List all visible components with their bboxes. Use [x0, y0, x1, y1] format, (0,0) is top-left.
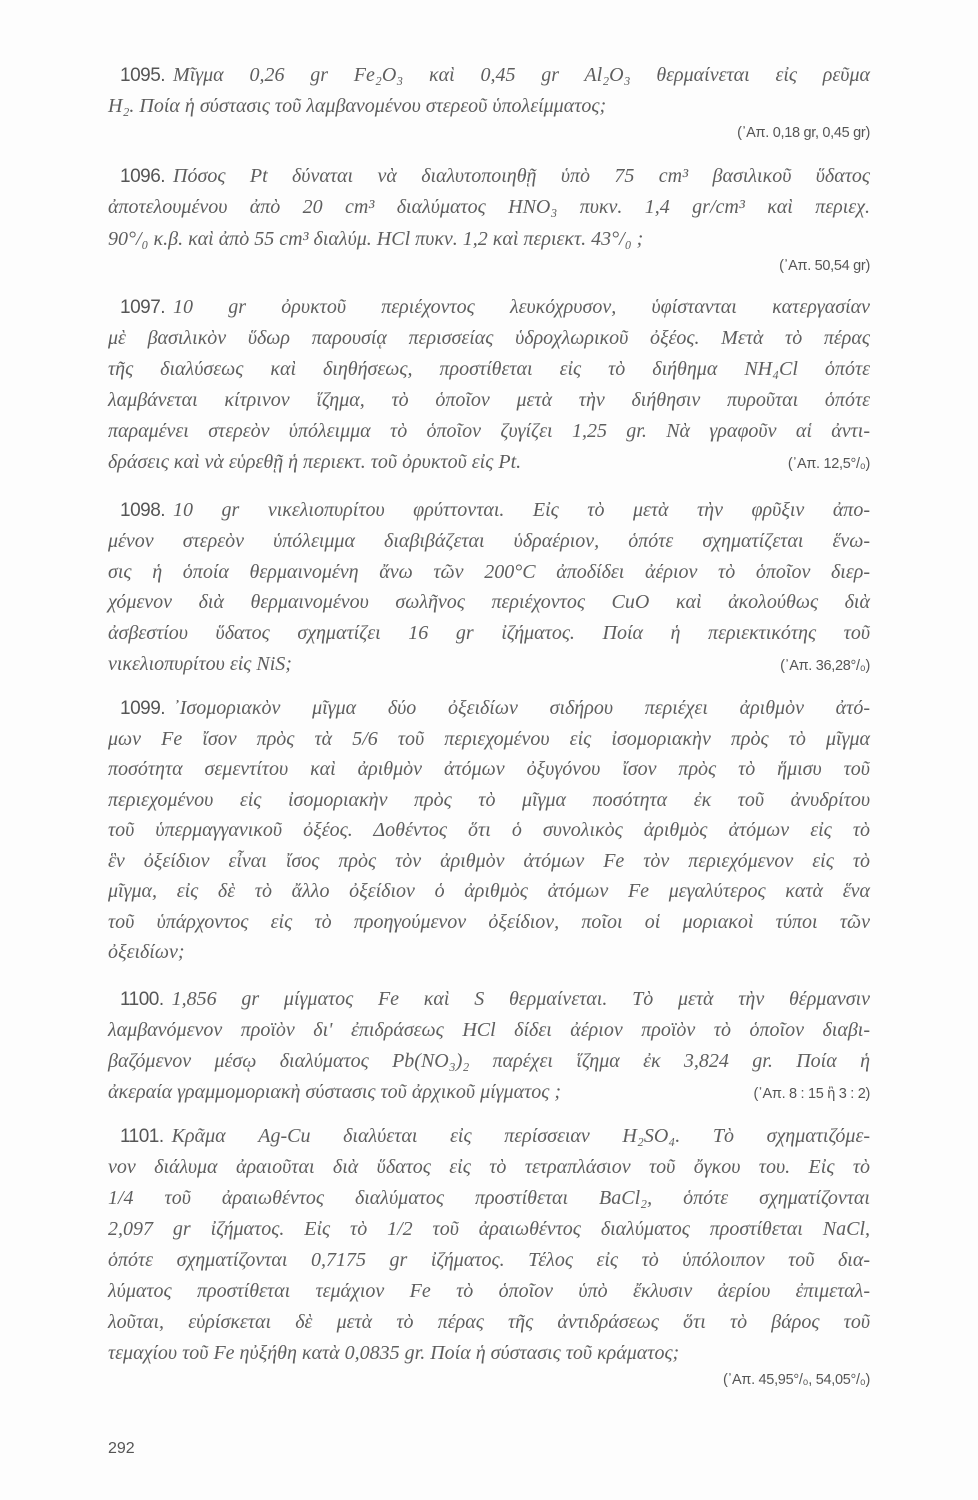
problem-number: 1095.	[120, 65, 166, 86]
answer: (᾿Απ. 12,5°/₀)	[787, 456, 870, 472]
problem-text: 2,097 gr ἰζήματος. Εἰς τὸ 1/2 τοῦ ἀραιωθέντος διαλύματος προστίθεται NaCl,	[108, 1218, 870, 1240]
problem-text: ποσότητα σεμεντίτου καὶ ἀριθμὸν ἀτόμων ὀξυγόνου ἴσον πρὸς τὸ ἥμισυ τοῦ	[108, 758, 870, 780]
problem-line	[108, 385, 870, 415]
problem-text: ὀξειδίων;	[108, 941, 185, 963]
problem-number: 1098.	[120, 500, 166, 521]
problem-line	[108, 416, 870, 446]
problem-line	[108, 1338, 870, 1368]
problem-text: 10 gr νικελιοπυρίτου φρύττονται. Εἰς τὸ μετὰ τὴν φρῦξιν ἀπο-	[173, 499, 870, 521]
problem-line	[108, 1183, 870, 1213]
problem-text: τοῦ ὑπάρχοντος εἰς τὸ προηγούμενον ὀξείδιον, ποῖοι οἱ μοριακοὶ τύποι τῶν	[108, 910, 870, 933]
problem-line	[108, 526, 870, 556]
problem-line	[108, 1245, 870, 1275]
problem-line	[108, 1046, 870, 1076]
problem-line	[120, 161, 870, 191]
problem-text: λαμβανόμενον προϊὸν δι' ἐπιδράσεως HCl δίδει ἀέριον προϊὸν τὸ ὁποῖον διαβι-	[108, 1019, 870, 1041]
answer: (᾿Απ. 0,18 gr, 0,45 gr)	[737, 125, 870, 141]
page-number: 292	[108, 1440, 135, 1457]
problem-text: ἓν ὀξείδιον εἶναι ἴσος πρὸς τὸν ἀριθμὸν ἀτόμων Fe τὸν περιεχόμενον εἰς τὸ	[108, 849, 870, 872]
problem-text: βαζόμενον μέσῳ διαλύματος Pb(NO₃)₂ παρέχει ἵζημα ἐκ 3,824 gr. Ποία ἡ	[108, 1050, 870, 1072]
problem-line	[120, 292, 870, 322]
problem-number: 1101.	[120, 1126, 164, 1147]
problem-line	[108, 1015, 870, 1045]
problem-text: ἀκεραία γραμμομοριακὴ σύστασις τοῦ ἀρχικοῦ μίγματος ;	[108, 1081, 562, 1103]
problem-line	[108, 907, 870, 937]
problem-text: σις ἡ ὁποία θερμαινομένη ἄνω τῶν 200°C ἀποδίδει ἀέριον τὸ ὁποῖον διερ-	[108, 560, 870, 583]
problem-text: Πόσος Pt δύναται νὰ διαλυτοποιηθῇ ὑπὸ 75 cm³ βασιλικοῦ ὕδατος	[173, 165, 870, 187]
problem-line	[108, 846, 870, 876]
answer: (᾿Απ. 8 : 15 ἢ 3 : 2)	[753, 1086, 870, 1102]
problem-line	[108, 557, 870, 587]
problem-text: τεμαχίου τοῦ Fe ηὐξήθη κατὰ 0,0835 gr. Ποία ἡ σύστασις τοῦ κράματος;	[108, 1342, 680, 1364]
problem-text: λαμβάνεται κίτρινον ἵζημα, τὸ ὁποῖον μετὰ τὴν διήθησιν πυροῦται ὁπότε	[108, 389, 870, 411]
problem-text: 1,856 gr μίγματος Fe καὶ S θερμαίνεται. Τὸ μετὰ τὴν θέρμανσιν	[171, 988, 870, 1010]
problem-text: μένον στερεὸν ὑπόλειμμα διαβιβάζεται ὑδραέριον, ὁπότε σχηματίζεται ἕνω-	[108, 529, 870, 552]
problem-line	[108, 323, 870, 353]
problem-text: περιεχομένου εἰς ἰσομοριακὴν πρὸς τὸ μῖγμα ποσότητα ἐκ τοῦ ἀνυδρίτου	[108, 788, 870, 811]
problem-line	[108, 447, 870, 477]
problem-number: 1099.	[120, 698, 166, 719]
problem-line	[108, 724, 870, 754]
problem-text: νον διάλυμα ἀραιοῦται διὰ ὕδατος εἰς τὸ τετραπλάσιον τοῦ ὄγκου του. Εἰς τὸ	[108, 1156, 870, 1178]
answer: (᾿Απ. 45,95°/₀, 54,05°/₀)	[722, 1372, 870, 1388]
problem-text: λύματος προστίθεται τεμάχιον Fe τὸ ὁποῖον ὑπὸ ἔκλυσιν ἀερίου ἐπιμεταλ-	[108, 1280, 870, 1302]
answer: (᾿Απ. 36,28°/₀)	[780, 658, 870, 674]
problem-line	[108, 1307, 870, 1337]
problem-line	[108, 754, 870, 784]
problem-line	[120, 984, 870, 1014]
problem-text: τῆς διαλύσεως καὶ διηθήσεως, προστίθεται εἰς τὸ διήθημα NH₄Cl ὁπότε	[108, 358, 870, 380]
problem-text: δράσεις καὶ νὰ εὑρεθῇ ἡ περιεκτ. τοῦ ὀρυκτοῦ εἰς Pt.	[108, 451, 522, 473]
problem-line	[108, 1152, 870, 1182]
problem-text: 10 gr ὀρυκτοῦ περιέχοντος λευκόχρυσον, ὑφίστανται κατεργασίαν	[173, 296, 870, 318]
problem-text: μων Fe ἴσον πρὸς τὰ 5/6 τοῦ περιεχομένου εἰς ἰσομοριακὴν πρὸς τὸ μῖγμα	[108, 727, 870, 750]
problem-line	[120, 693, 870, 723]
problem-line	[108, 618, 870, 648]
problem-text: νικελιοπυρίτου εἰς NiS;	[108, 653, 292, 675]
problem-text: χόμενον διὰ θερμαινομένου σωλῆνος περιέχοντος CuO καὶ ἀκολούθως διὰ	[108, 591, 870, 614]
problem-line	[108, 354, 870, 384]
problem-text: ὁπότε σχηματίζονται 0,7175 gr ἰζήματος. Τέλος εἰς τὸ ὑπόλοιπον τοῦ δια-	[108, 1249, 870, 1271]
problem-text: H₂. Ποία ἡ σύστασις τοῦ λαμβανομένου στερεοῦ ὑπολείμματος;	[108, 95, 607, 117]
problem-text: 90°/₀ κ.β. καὶ ἀπὸ 55 cm³ διαλύμ. HCl πυκν. 1,2 καὶ περιεκτ. 43°/₀ ;	[108, 227, 644, 250]
problem-line	[108, 785, 870, 815]
problem-line	[108, 649, 870, 679]
problem-line	[108, 1214, 870, 1244]
problem-text: ἀσβεστίου ὕδατος σχηματίζει 16 gr ἰζήματος. Ποία ἡ περιεκτικότης τοῦ	[108, 622, 870, 645]
problem-text: μὲ βασιλικὸν ὕδωρ παρουσίᾳ περισσείας ὑδροχλωρικοῦ ὀξέος. Μετὰ τὸ πέρας	[108, 327, 870, 349]
problem-number: 1097.	[120, 297, 166, 318]
problem-line	[108, 937, 870, 967]
problem-text: 1/4 τοῦ ἀραιωθέντος διαλύματος προστίθεται BaCl₂, ὁπότε σχηματίζονται	[108, 1187, 870, 1209]
problem-line	[108, 815, 870, 845]
problem-text: Μῖγμα 0,26 gr Fe₂O₃ καὶ 0,45 gr Al₂O₃ θερμαίνεται εἰς ρεῦμα	[173, 64, 870, 86]
problem-number: 1100.	[120, 989, 164, 1010]
problem-line	[108, 91, 870, 121]
problem-text: Κρᾶμα Ag-Cu διαλύεται εἰς περίσσειαν H₂SO₄. Τὸ σχηματιζόμε-	[171, 1125, 870, 1147]
problem-text: τοῦ ὑπερμαγγανικοῦ ὀξέος. Δοθέντος ὅτι ὁ συνολικὸς ἀριθμὸς ἀτόμων εἰς τὸ	[108, 819, 870, 841]
problem-line	[120, 495, 870, 525]
problem-text: ἀποτελουμένου ἀπὸ 20 cm³ διαλύματος HNO₃ πυκν. 1,4 gr/cm³ καὶ περιεχ.	[108, 196, 870, 219]
problem-line	[120, 1121, 870, 1151]
problem-line	[120, 60, 870, 90]
problem-line	[108, 192, 870, 222]
problem-line	[108, 587, 870, 617]
problem-text: λοῦται, εὑρίσκεται δὲ μετὰ τὸ πέρας τῆς ἀντιδράσεως ὅτι τὸ βάρος τοῦ	[108, 1311, 870, 1333]
problem-text: ᾿Ισομοριακὸν μῖγμα δύο ὀξειδίων σιδήρου περιέχει ἀριθμὸν ἀτό-	[173, 697, 870, 719]
problem-number: 1096.	[120, 166, 166, 187]
problem-text: παραμένει στερεὸν ὑπόλειμμα τὸ ὁποῖον ζυγίζει 1,25 gr. Νὰ γραφοῦν αἱ ἀντι-	[108, 420, 870, 442]
problem-text: μῖγμα, εἰς δὲ τὸ ἄλλο ὀξείδιον ὁ ἀριθμὸς ἀτόμων Fe μεγαλύτερος κατὰ ἕνα	[108, 880, 870, 902]
problem-line	[108, 224, 870, 254]
problem-line	[108, 876, 870, 906]
problem-line	[108, 1276, 870, 1306]
answer: (᾿Απ. 50,54 gr)	[779, 257, 870, 274]
